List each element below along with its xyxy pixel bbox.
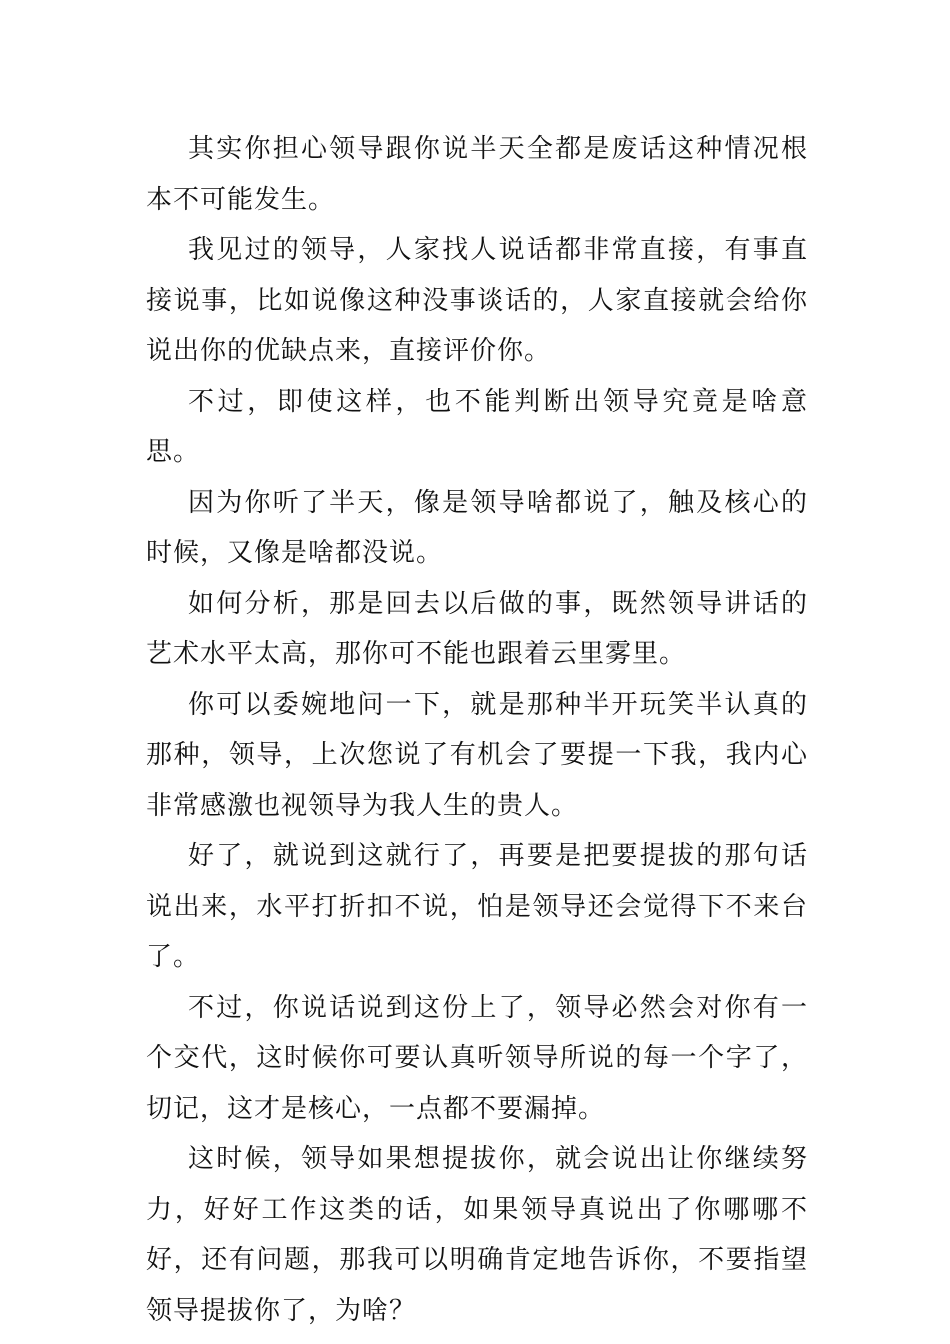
paragraph: 不过，即使这样，也不能判断出领导究竟是啥意思。 xyxy=(146,386,808,467)
paragraph: 因为你听了半天，像是领导啥都说了，触及核心的时候，又像是啥都没说。 xyxy=(146,487,808,568)
paragraph: 你可以委婉地问一下，就是那种半开玩笑半认真的那种，领导，上次您说了有机会了要提一下我，我内心非常感激也视领导为我人生的贵人。 xyxy=(146,689,808,821)
paragraph: 好了，就说到这就行了，再要是把要提拔的那句话说出来，水平打折扣不说，怕是领导还会觉得下不来台了。 xyxy=(146,841,808,972)
paragraph: 其实你担心领导跟你说半天全都是废话这种情况根本不可能发生。 xyxy=(146,134,808,215)
paragraph: 不过，你说话说到这份上了，领导必然会对你有一个交代，这时候你可要认真听领导所说的每一个字了，切记，这才是核心，一点都不要漏掉。 xyxy=(146,992,808,1124)
document-body xyxy=(146,124,808,1336)
paragraph: 我见过的领导，人家找人说话都非常直接，有事直接说事，比如说像这种没事谈话的，人家直接就会给你说出你的优缺点来，直接评价你。 xyxy=(146,235,808,366)
paragraph: 这时候，领导如果想提拔你，就会说出让你继续努力，好好工作这类的话，如果领导真说出了你哪哪不好，还有问题，那我可以明确肯定地告诉你，不要指望领导提拔你了，为啥？ xyxy=(146,1144,808,1326)
paragraph: 如何分析，那是回去以后做的事，既然领导讲话的艺术水平太高，那你可不能也跟着云里雾里。 xyxy=(146,588,808,669)
